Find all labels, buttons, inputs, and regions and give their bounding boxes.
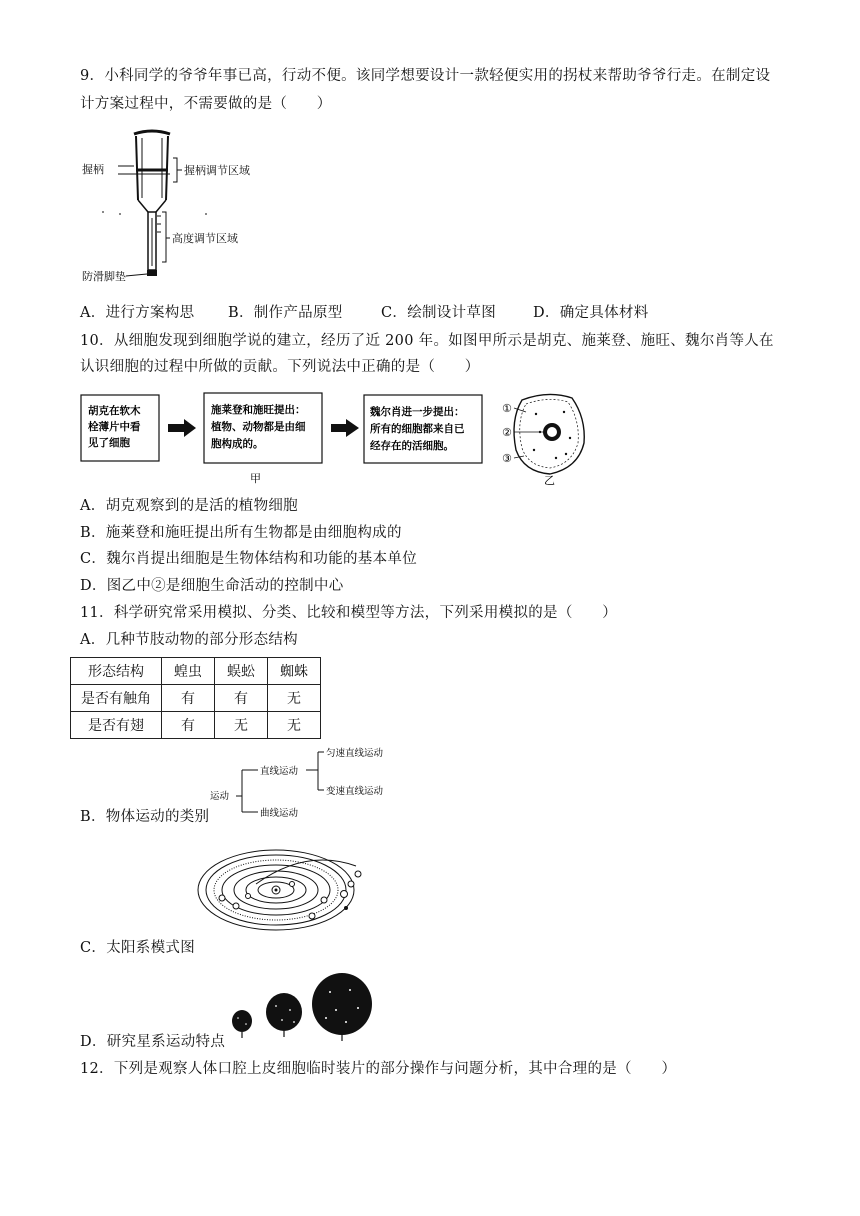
table-cell: 有 — [215, 685, 268, 712]
cell-theory-figure — [78, 388, 618, 490]
schleiden-text-3: 胞构成的。 — [211, 438, 264, 450]
label-jia: 甲 — [250, 472, 261, 485]
q11-option-a[interactable]: A．几种节肢动物的部分形态结构 — [80, 632, 298, 648]
schleiden-text-2: 植物、动物都是由细 — [211, 421, 306, 433]
q11-stem: 11．科学研究常采用模拟、分类、比较和模型等方法，下列采用模拟的是（ ） — [80, 605, 618, 621]
arrow-2 — [331, 419, 359, 437]
table-cell: 无 — [215, 712, 268, 739]
table-row — [71, 712, 321, 739]
q10-option-d[interactable]: D．图乙中②是细胞生命活动的控制中心 — [80, 578, 344, 594]
q10-option-c[interactable]: C．魏尔肖提出细胞是生物体结构和功能的基本单位 — [80, 551, 417, 567]
balloon-galaxy-diagram — [226, 968, 386, 1048]
table-cell: 是否有翅 — [71, 712, 162, 739]
mark-1: ① — [502, 402, 512, 415]
tree-curve: 曲线运动 — [260, 808, 299, 819]
motion-tree-diagram — [206, 742, 426, 822]
table-cell: 有 — [162, 685, 215, 712]
tree-straight: 直线运动 — [260, 766, 299, 777]
tree-uniform: 匀速直线运动 — [326, 748, 384, 759]
hooke-text-2: 栓薄片中看 — [88, 421, 141, 433]
foot-pad-label: 防滑脚垫 — [82, 270, 126, 283]
schleiden-text-1: 施莱登和施旺提出： — [211, 404, 306, 416]
tree-root: 运动 — [210, 791, 230, 802]
q9-options — [80, 303, 649, 323]
q11-option-d[interactable]: D．研究星系运动特点 — [80, 1034, 226, 1050]
arthropod-table — [70, 657, 321, 739]
q11-option-b[interactable]: B．物体运动的类别 — [80, 809, 210, 825]
q11-option-c[interactable]: C．太阳系模式图 — [80, 940, 195, 956]
virchow-text-1: 魏尔肖进一步提出： — [370, 406, 465, 418]
large-balloon — [312, 973, 372, 1035]
crutch-figure — [78, 128, 278, 286]
q9-stem-line1: 9．小科同学的爷爷年事已高，行动不便。该同学想要设计一款轻便实用的拐杖来帮助爷爷行走。在制定设 — [80, 68, 771, 84]
table-cell: 无 — [268, 712, 321, 739]
solar-system-diagram — [196, 836, 376, 934]
mark-2: ② — [502, 426, 512, 439]
grip-label: 握柄 — [82, 163, 104, 176]
hooke-text-1: 胡克在软木 — [88, 405, 141, 417]
small-balloon — [232, 1010, 252, 1032]
table-cell: 是否有触角 — [71, 685, 162, 712]
q9-option-b[interactable]: B．制作产品原型 — [228, 305, 343, 321]
tree-variable: 变速直线运动 — [326, 786, 384, 797]
label-yi: 乙 — [544, 474, 555, 487]
mark-3: ③ — [502, 452, 512, 465]
table-row — [71, 685, 321, 712]
q10-stem-line1: 10．从细胞发现到细胞学说的建立，经历了近 200 年。如图甲所示是胡克、施莱登、施旺、魏尔肖等人在 — [80, 333, 774, 349]
q9-option-d[interactable]: D．确定具体材料 — [533, 305, 649, 321]
virchow-text-2: 所有的细胞都来自已 — [370, 423, 465, 435]
q9-stem-line2: 计方案过程中，不需要做的是（ ） — [80, 96, 332, 112]
table-cell: 蜈蚣 — [215, 658, 268, 685]
q9-option-a[interactable]: A．进行方案构思 — [80, 305, 195, 321]
table-row — [71, 658, 321, 685]
table-cell: 无 — [268, 685, 321, 712]
q10-option-a[interactable]: A．胡克观察到的是活的植物细胞 — [80, 498, 298, 514]
height-adjust-label: 高度调节区域 — [172, 232, 238, 245]
q10-stem-line2: 认识细胞的过程中所做的贡献。下列说法中正确的是（ ） — [80, 359, 480, 375]
table-cell: 形态结构 — [71, 658, 162, 685]
table-cell: 蜘蛛 — [268, 658, 321, 685]
virchow-text-3: 经存在的活细胞。 — [370, 440, 454, 452]
q12-stem: 12．下列是观察人体口腔上皮细胞临时装片的部分操作与问题分析，其中合理的是（ ） — [80, 1061, 677, 1077]
table-cell: 蝗虫 — [162, 658, 215, 685]
arrow-1 — [168, 419, 196, 437]
q10-option-b[interactable]: B．施莱登和施旺提出所有生物都是由细胞构成的 — [80, 525, 402, 541]
grip-adjust-label: 握柄调节区域 — [184, 164, 250, 177]
medium-balloon — [266, 993, 302, 1031]
hooke-text-3: 见了细胞 — [88, 437, 130, 449]
table-cell: 有 — [162, 712, 215, 739]
q9-option-c[interactable]: C．绘制设计草图 — [381, 305, 496, 321]
